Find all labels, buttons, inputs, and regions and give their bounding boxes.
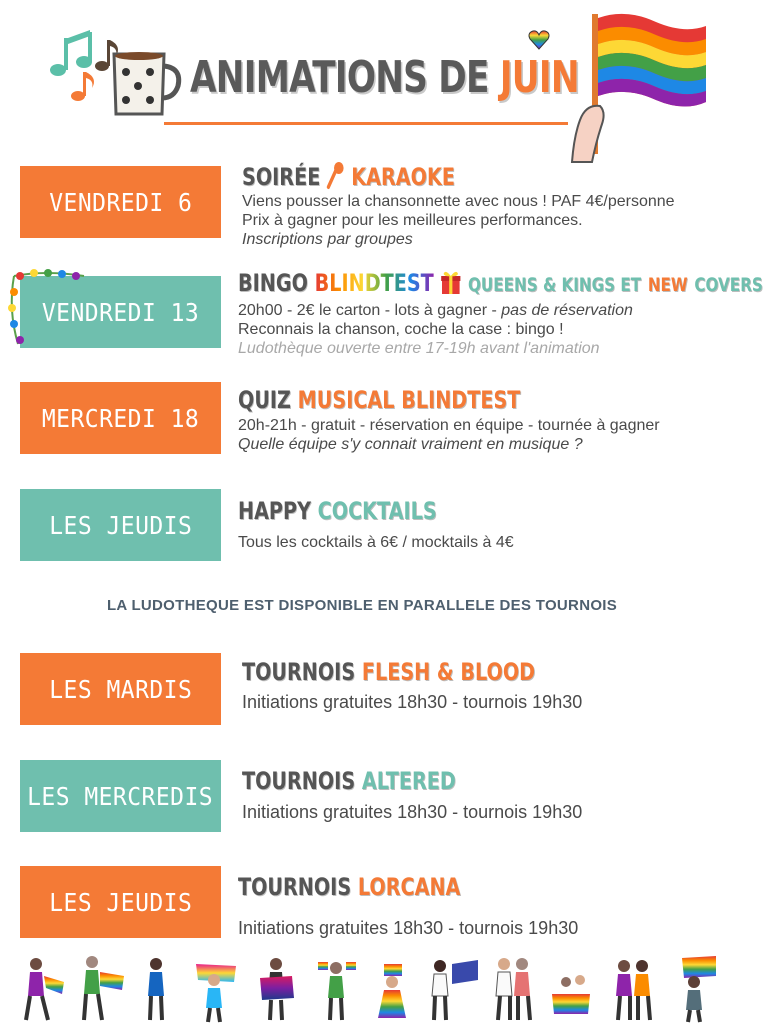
event-line: 20h-21h - gratuit - réservation en équipe - tournée à gagner — [238, 417, 660, 434]
person-figure — [84, 956, 124, 1020]
event-title-cocktails: HAPPY COCKTAILS — [238, 497, 437, 525]
event-line: Ludothèque ouverte entre 17-19h avant l'animation — [238, 340, 600, 357]
tournament-line: Initiations gratuites 18h30 - tournois 19h30 — [242, 802, 583, 822]
person-figure — [260, 958, 294, 1020]
person-figure — [616, 960, 650, 1020]
event-line: Quelle équipe s'y connait vraiment en musique ? — [238, 436, 583, 453]
microphone-icon — [327, 162, 345, 190]
day-box-mercredi-18: MERCREDI 18 — [20, 382, 221, 454]
day-box-vendredi-6: VENDREDI 6 — [20, 166, 221, 238]
page-title: ANIMATIONS DE JUIN — [190, 52, 579, 103]
person-figure — [148, 958, 164, 1020]
pride-people-illustration — [0, 952, 724, 1024]
day-box-les-mardis: LES MARDIS — [20, 653, 221, 725]
event-line: Prix à gagner pour les meilleures performances. — [242, 212, 583, 229]
title-underline — [164, 122, 568, 125]
day-box-vendredi-13: VENDREDI 13 — [20, 276, 221, 348]
person-figure — [318, 962, 356, 1020]
event-line: Inscriptions par groupes — [242, 231, 413, 248]
event-line: Viens pousser la chansonnette avec nous ! PAF 4€/personne — [242, 193, 675, 210]
person-figure — [496, 958, 530, 1020]
ludotheque-banner: LA LUDOTHEQUE EST DISPONIBLE EN PARALLELE DES TOURNOIS — [106, 597, 618, 614]
person-figure — [196, 964, 236, 1022]
event-line: 20h00 - 2€ le carton - lots à gagner - pas de réservation — [238, 302, 633, 319]
heart-rainbow-icon — [528, 30, 550, 50]
event-line: Tous les cocktails à 6€ / mocktails à 4€ — [238, 534, 514, 551]
person-figure — [26, 958, 64, 1020]
tournament-title-lorcana: TOURNOIS LORCANA — [238, 873, 461, 901]
day-box-les-jeudis-tournoi: LES JEUDIS — [20, 866, 221, 938]
person-figure — [682, 956, 716, 1022]
rainbow-flag-icon — [566, 8, 716, 166]
day-box-les-mercredis: LES MERCREDIS — [20, 760, 221, 832]
tournament-line: Initiations gratuites 18h30 - tournois 19h30 — [238, 918, 579, 938]
dice-mug-icon — [108, 48, 186, 120]
flower-garland-icon — [6, 266, 88, 350]
tournament-title-flesh-blood: TOURNOIS FLESH & BLOOD — [242, 658, 536, 686]
person-figure — [432, 960, 478, 1020]
tournament-title-altered: TOURNOIS ALTERED — [242, 767, 456, 795]
gift-icon — [440, 269, 461, 295]
event-title-quiz: QUIZ MUSICAL BLINDTEST — [238, 386, 521, 414]
event-title-karaoke: SOIRÉE KARAOKE — [242, 163, 455, 191]
event-line: Reconnais la chanson, coche la case : bingo ! — [238, 321, 564, 338]
event-title-bingo-blindtest: BINGO BLINDTEST QUEENS & KINGS ET NEW COVERS — [238, 269, 763, 297]
day-box-les-jeudis: LES JEUDIS — [20, 489, 221, 561]
person-figure — [378, 964, 406, 1018]
tournament-line: Initiations gratuites 18h30 - tournois 19h30 — [242, 692, 583, 712]
person-figure — [552, 975, 590, 1014]
